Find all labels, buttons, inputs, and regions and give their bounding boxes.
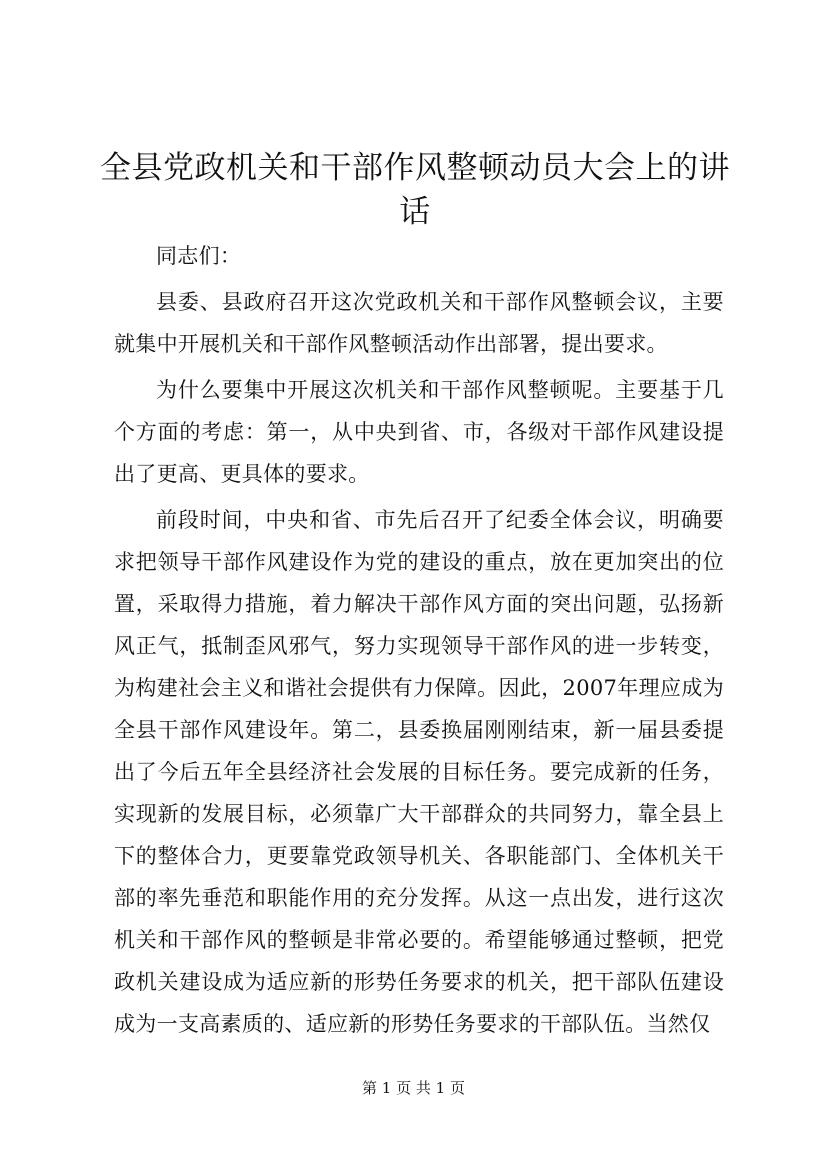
salutation: 同志们： xyxy=(156,244,242,268)
paragraph-3: 前段时间，中央和省、市先后召开了纪委全体会议，明确要求把领导干部作风建设作为党的建设的重点，放在更加突出的位置，采取得力措施，着力解决干部作风方面的突出问题，弘扬新风正气，抵制歪风邪气，努力实现领导干部作风的进一步转变，为构建社会主义和谐社会提供有力保障。因此，2007年理应成为全县干部作风建设年。第二，县委换届刚刚结束，新一届县委提出了今后五年全县经济社会发展的目标任务。要完成新的任务，实现新的发展目标，必须靠广大干部群众的共同努力，靠全县上下的整体合力，更要靠党政领导机关、各职能部门、全体机关干部的率先垂范和职能作用的充分发挥。从这一点出发，进行这次机关和干部作风的整顿是非常必要的。希望能够通过整顿，把党政机关建设成为适应新的形势任务要求的机关，把干部队伍建设成为一支高素质的、适应新的形势任务要求的干部队伍。当然仅 xyxy=(114,508,724,1036)
paragraph-1: 县委、县政府召开这次党政机关和干部作风整顿会议，主要就集中开展机关和干部作风整顿活动作出部署，提出要求。 xyxy=(114,290,724,356)
paragraph-2: 为什么要集中开展这次机关和干部作风整顿呢。主要基于几个方面的考虑：第一，从中央到省、市，各级对干部作风建设提出了更高、更具体的要求。 xyxy=(114,378,724,486)
document-title: 全县党政机关和干部作风整顿动员大会上的讲话 xyxy=(100,150,730,230)
document-body xyxy=(114,235,724,1045)
page-number-footer: 第 1 页 共 1 页 xyxy=(362,1079,465,1097)
